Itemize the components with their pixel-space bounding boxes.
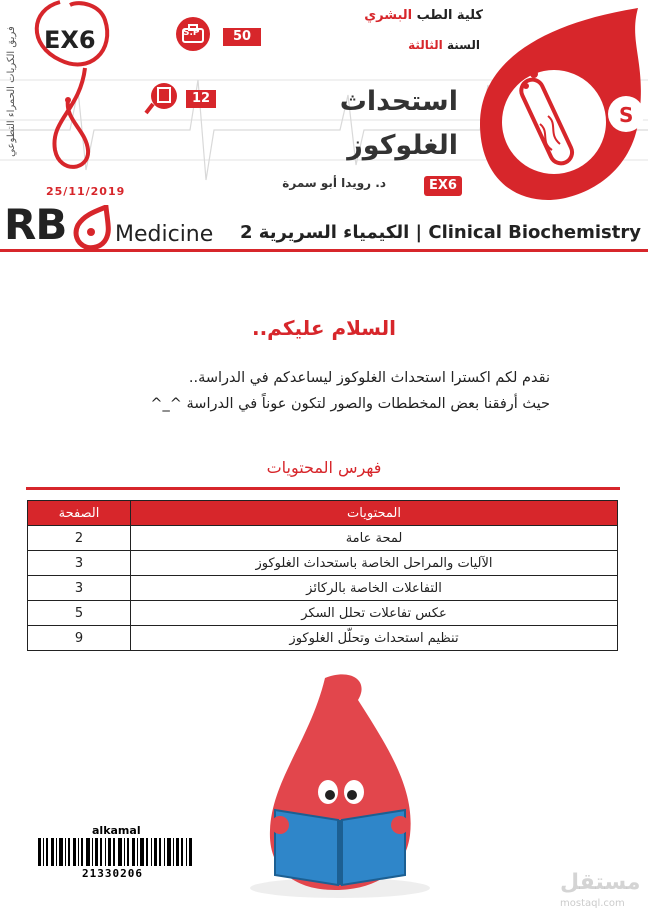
lecture-title-line2: الغلوكوز (347, 130, 458, 161)
barcode-icon (38, 838, 194, 866)
brand-rb: RB (4, 200, 67, 249)
intro-line-2: حيث أرفقنا بعض المخططات والصور لتكون عوناً في الدراسة ^_^ (150, 396, 550, 412)
lecture-title-line1: استحداث (339, 86, 458, 117)
toc-row-content: لمحة عامة (131, 526, 618, 551)
toc-row-content: الآليات والمراحل الخاصة باستحداث الغلوكوز (131, 551, 618, 576)
toc-row-page: 3 (28, 576, 131, 601)
toc-table (27, 500, 618, 651)
brand-drop-icon (72, 205, 112, 249)
table-row (28, 626, 618, 651)
watermark-url: mostaql.com (560, 898, 625, 909)
barcode-name: alkamal (92, 824, 141, 837)
team-name-vertical: فريق الكريات الحمراء التطوعي (6, 26, 17, 157)
toc-header-page: الصفحة (28, 501, 131, 526)
magnifier-document-icon (144, 80, 180, 116)
faculty-name: كلية الطب البشري (364, 8, 483, 23)
exam-badge: EX6 (424, 176, 462, 196)
toc-header-content: المحتويات (131, 501, 618, 526)
study-year: السنة الثالثة (408, 38, 480, 52)
reading-blood-drop-mascot (240, 670, 440, 900)
toc-row-content: عكس تفاعلات تحلل السكر (131, 601, 618, 626)
toc-header-row (28, 501, 618, 526)
svg-text:S: S (619, 103, 634, 127)
stat-label-sp: S.P (183, 28, 200, 38)
toc-row-page: 9 (28, 626, 131, 651)
toc-row-page: 3 (28, 551, 131, 576)
lecture-date: 25/11/2019 (46, 185, 126, 198)
barcode-number: 21330206 (82, 867, 143, 880)
toc-divider (26, 487, 620, 490)
table-row (28, 526, 618, 551)
cover-header (0, 0, 648, 252)
header-divider (0, 249, 648, 252)
intro-line-1: نقدم لكم اكسترا استحداث الغلوكوز ليساعدكم في الدراسة.. (188, 370, 550, 386)
watermark-logo: مستقل (560, 870, 641, 895)
doctor-name: د. رويدا أبو سمرة (282, 176, 386, 190)
table-row (28, 601, 618, 626)
table-row (28, 576, 618, 601)
table-row (28, 551, 618, 576)
toc-row-content: تنظيم استحداث وتحلّل الغلوكوز (131, 626, 618, 651)
stat-value-12: 12 (186, 90, 216, 108)
test-tube-drop-icon (478, 4, 648, 204)
exam-logo: EX6 (44, 26, 96, 54)
toc-row-page: 5 (28, 601, 131, 626)
course-title: الكيمياء السريرية 2 | Clinical Biochemistry (240, 222, 641, 243)
greeting-text: السلام عليكم.. (251, 316, 397, 340)
stat-value-sp: 50 (223, 28, 261, 46)
brand-medicine: Medicine (115, 222, 214, 247)
toc-row-page: 2 (28, 526, 131, 551)
toc-title: فهرس المحتويات (266, 458, 382, 477)
toc-row-content: التفاعلات الخاصة بالركائز (131, 576, 618, 601)
